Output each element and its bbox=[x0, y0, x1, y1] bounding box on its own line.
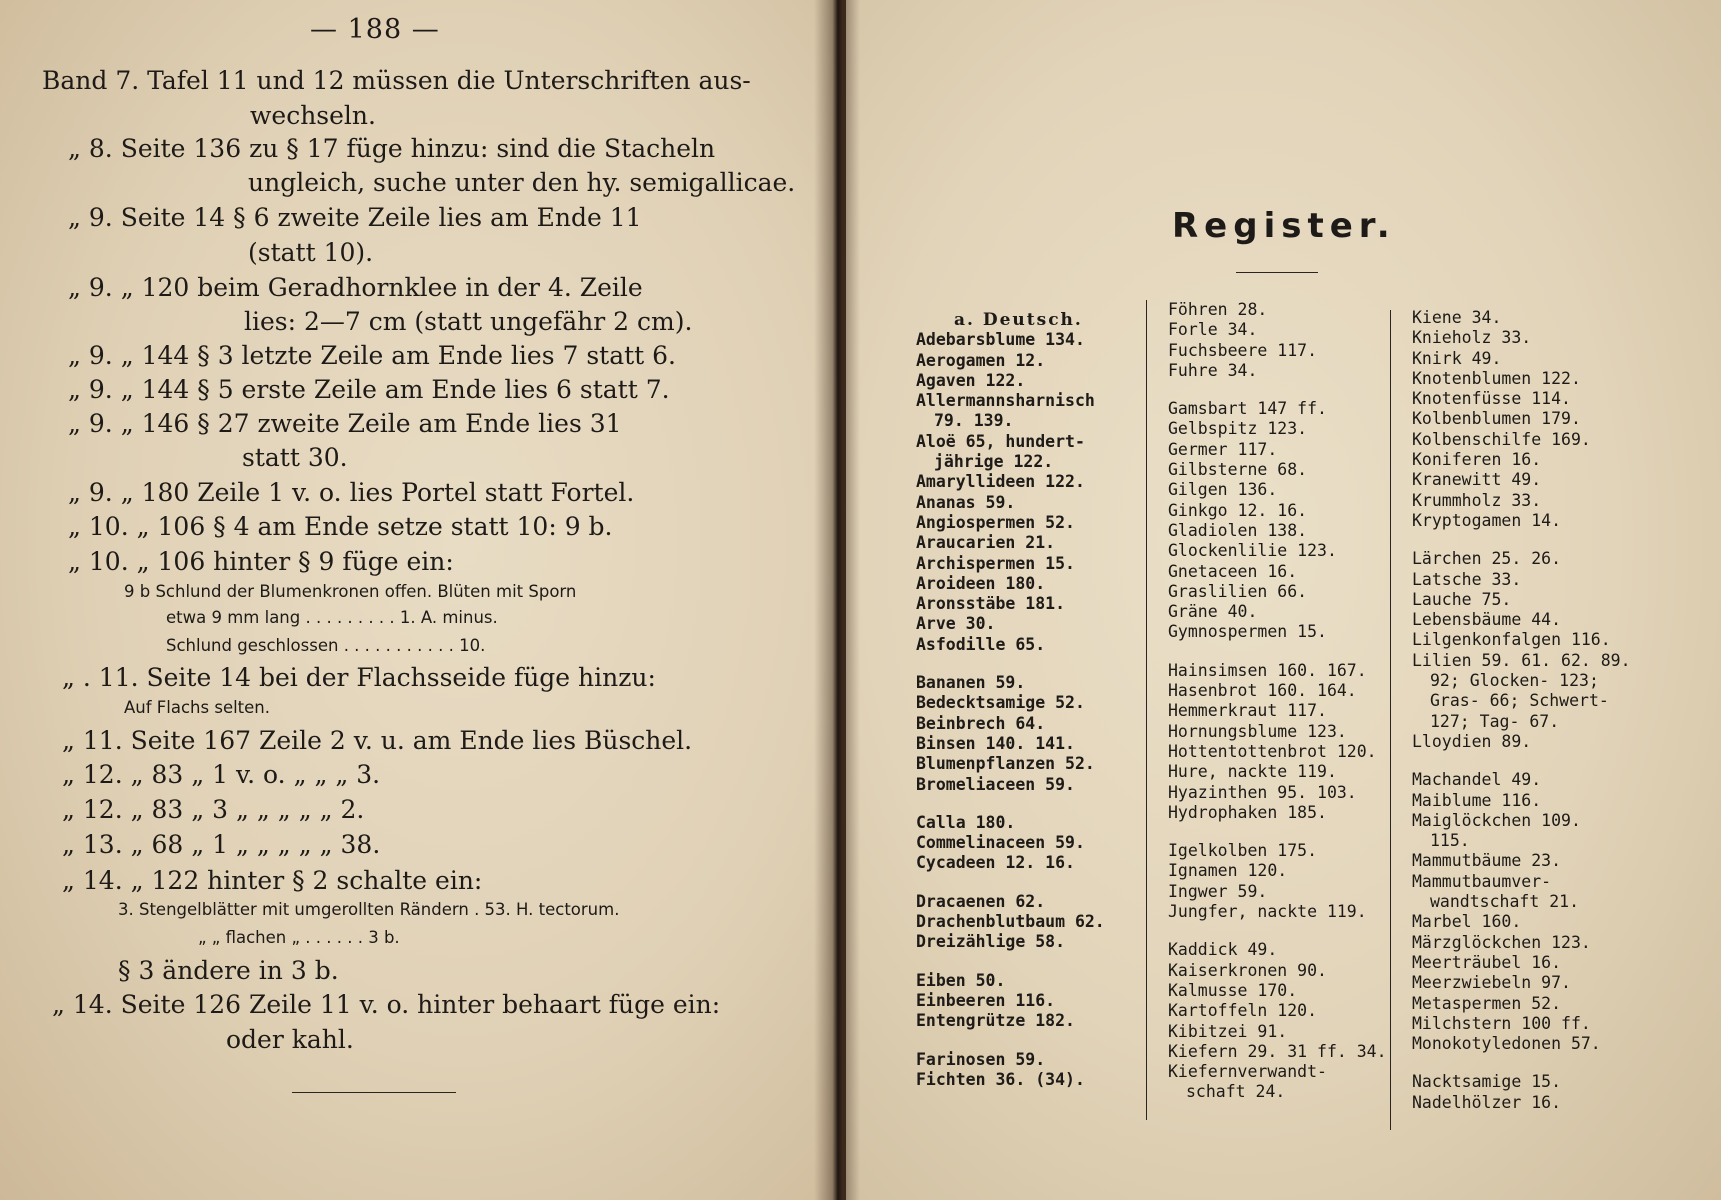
register-entry: Kartoffeln 120. bbox=[1168, 1001, 1318, 1021]
register-entry: Ginkgo 12. 16. bbox=[1168, 500, 1308, 520]
register-entry: Fuchsbeere 117. bbox=[1168, 340, 1318, 360]
register-entry: Koniferen 16. bbox=[1412, 450, 1542, 470]
register-entry: Machandel 49. bbox=[1412, 770, 1542, 790]
register-entry: Ingwer 59. bbox=[1168, 881, 1268, 901]
errata-line: „ 10. „ 106 hinter § 9 füge ein: bbox=[68, 547, 454, 576]
errata-insert-line: „ „ flachen „ . . . . . . 3 b. bbox=[198, 928, 400, 947]
end-rule bbox=[292, 1092, 456, 1093]
errata-line: oder kahl. bbox=[226, 1025, 354, 1054]
page-number: — 188 — bbox=[310, 14, 440, 45]
errata-line: ungleich, suche unter den hy. semigallicae. bbox=[248, 168, 796, 197]
register-entry: Bananen 59. bbox=[916, 673, 1026, 693]
register-entry: Aloë 65, hundert- bbox=[916, 431, 1085, 451]
errata-line: „ 8. Seite 136 zu § 17 füge hinzu: sind die Stacheln bbox=[68, 134, 716, 163]
errata-line: lies: 2—7 cm (statt ungefähr 2 cm). bbox=[244, 307, 693, 336]
register-entry: Entengrütze 182. bbox=[916, 1011, 1075, 1031]
register-entry: Bedecktsamige 52. bbox=[916, 693, 1085, 713]
register-entry: Maiblume 116. bbox=[1412, 790, 1542, 810]
register-entry: Aroideen 180. bbox=[916, 573, 1046, 593]
register-entry: Kaddick 49. bbox=[1168, 940, 1278, 960]
register-entry: Hottentottenbrot 120. bbox=[1168, 741, 1377, 761]
register-entry: Lilgenkonfalgen 116. bbox=[1412, 630, 1611, 650]
register-entry: Gymnospermen 15. bbox=[1168, 622, 1327, 642]
register-entry: Farinosen 59. bbox=[916, 1049, 1046, 1069]
register-entry: Commelinaceen 59. bbox=[916, 833, 1085, 853]
errata-line: § 3 ändere in 3 b. bbox=[118, 956, 339, 985]
register-entry: Gräne 40. bbox=[1168, 602, 1258, 622]
register-entry: Angiospermen 52. bbox=[916, 512, 1075, 532]
register-entry: Nacktsamige 15. bbox=[1412, 1072, 1562, 1092]
register-entry: Drachenblutbaum 62. bbox=[916, 912, 1105, 932]
register-entry: Gilgen 136. bbox=[1168, 480, 1278, 500]
errata-line: „ 9. „ 144 § 3 letzte Zeile am Ende lies 7 statt 6. bbox=[68, 341, 676, 370]
register-entry: Lebensbäume 44. bbox=[1412, 610, 1562, 630]
register-entry: Knirk 49. bbox=[1412, 348, 1502, 368]
register-entry: Bromeliaceen 59. bbox=[916, 774, 1075, 794]
register-title: Register. bbox=[1172, 206, 1396, 246]
register-entry: Lärchen 25. 26. bbox=[1412, 549, 1562, 569]
register-entry: Igelkolben 175. bbox=[1168, 841, 1318, 861]
register-entry: Arve 30. bbox=[916, 614, 996, 634]
register-entry: Hornungsblume 123. bbox=[1168, 721, 1347, 741]
register-entry: Maiglöckchen 109. bbox=[1412, 810, 1581, 830]
register-entry: Einbeeren 116. bbox=[916, 990, 1056, 1010]
errata-line: „ 9. „ 120 beim Geradhornklee in der 4. Zeile bbox=[68, 273, 643, 302]
column-rule bbox=[1146, 300, 1147, 1120]
register-entry: Monokotyledonen 57. bbox=[1412, 1034, 1601, 1054]
register-entry: Glockenlilie 123. bbox=[1168, 541, 1337, 561]
register-entry: Lloydien 89. bbox=[1412, 731, 1532, 751]
errata-insert-line: 3. Stengelblätter mit umgerollten Rändern . 53. H. tectorum. bbox=[118, 900, 620, 919]
register-column-2 bbox=[1168, 300, 1387, 1103]
register-entry: Hemmerkraut 117. bbox=[1168, 701, 1327, 721]
errata-line: „ 10. „ 106 § 4 am Ende setze statt 10: 9 b. bbox=[68, 512, 613, 541]
errata-line: Band 7. Tafel 11 und 12 müssen die Unterschriften aus- bbox=[42, 66, 751, 95]
register-column-3 bbox=[1412, 308, 1631, 1113]
register-entry: Cycadeen 12. 16. bbox=[916, 853, 1075, 873]
register-entry: Amaryllideen 122. bbox=[916, 472, 1085, 492]
errata-insert-line: Auf Flachs selten. bbox=[124, 698, 271, 717]
errata-insert-line: etwa 9 mm lang . . . . . . . . . 1. A. minus. bbox=[166, 608, 498, 627]
register-entry: Blumenpflanzen 52. bbox=[916, 754, 1095, 774]
register-entry: schaft 24. bbox=[1186, 1082, 1286, 1102]
register-entry: Adebarsblume 134. bbox=[916, 330, 1085, 350]
errata-line: „ 9. „ 144 § 5 erste Zeile am Ende lies 6 statt 7. bbox=[68, 375, 670, 404]
register-entry: Aronsstäbe 181. bbox=[916, 594, 1066, 614]
errata-line: „ . 11. Seite 14 bei der Flachsseide füge hinzu: bbox=[62, 663, 656, 692]
register-entry: Germer 117. bbox=[1168, 439, 1278, 459]
register-column-1 bbox=[916, 310, 1105, 1090]
errata-line: statt 30. bbox=[242, 443, 348, 472]
register-entry: Araucarien 21. bbox=[916, 533, 1056, 553]
register-entry: Kranewitt 49. bbox=[1412, 470, 1542, 490]
errata-insert-line: 9 b Schlund der Blumenkronen offen. Blüten mit Sporn bbox=[124, 582, 577, 601]
title-rule bbox=[1236, 272, 1318, 273]
register-entry: Kiefern 29. 31 ff. 34. bbox=[1168, 1041, 1387, 1061]
register-entry: 127; Tag- 67. bbox=[1430, 711, 1560, 731]
register-entry: Fuhre 34. bbox=[1168, 360, 1258, 380]
register-entry: Nadelhölzer 16. bbox=[1412, 1092, 1562, 1112]
register-entry: Meerträubel 16. bbox=[1412, 952, 1562, 972]
register-entry: Beinbrech 64. bbox=[916, 713, 1046, 733]
errata-line: „ 12. „ 83 „ 3 „ „ „ „ „ 2. bbox=[62, 795, 365, 824]
register-entry: Krummholz 33. bbox=[1412, 490, 1542, 510]
column-rule bbox=[1390, 310, 1391, 1130]
errata-line: wechseln. bbox=[250, 101, 376, 130]
register-entry: Gladiolen 138. bbox=[1168, 520, 1308, 540]
register-entry: Aerogamen 12. bbox=[916, 350, 1046, 370]
register-entry: Latsche 33. bbox=[1412, 569, 1522, 589]
register-entry: Kibitzei 91. bbox=[1168, 1021, 1288, 1041]
register-entry: Mammutbaumver- bbox=[1412, 871, 1552, 891]
register-entry: Asfodille 65. bbox=[916, 634, 1046, 654]
errata-line: „ 12. „ 83 „ 1 v. o. „ „ „ 3. bbox=[62, 760, 381, 789]
register-entry: 79. 139. bbox=[934, 411, 1014, 431]
register-entry: Gelbspitz 123. bbox=[1168, 419, 1308, 439]
register-entry: Kolbenblumen 179. bbox=[1412, 409, 1581, 429]
errata-line: „ 14. Seite 126 Zeile 11 v. o. hinter behaart füge ein: bbox=[52, 990, 721, 1019]
register-entry: Knotenblumen 122. bbox=[1412, 368, 1581, 388]
register-entry: 92; Glocken- 123; bbox=[1430, 671, 1599, 691]
register-section-heading: a. Deutsch. bbox=[954, 310, 1083, 330]
register-entry: Jungfer, nackte 119. bbox=[1168, 902, 1367, 922]
register-entry: Dreizählige 58. bbox=[916, 932, 1066, 952]
errata-line: „ 14. „ 122 hinter § 2 schalte ein: bbox=[62, 866, 483, 895]
register-entry: Mammutbäume 23. bbox=[1412, 851, 1562, 871]
register-entry: Metaspermen 52. bbox=[1412, 993, 1562, 1013]
book-gutter bbox=[814, 0, 860, 1200]
register-entry: Lauche 75. bbox=[1412, 589, 1512, 609]
register-entry: Kaiserkronen 90. bbox=[1168, 960, 1327, 980]
register-entry: Hainsimsen 160. 167. bbox=[1168, 660, 1367, 680]
errata-line: „ 9. „ 180 Zeile 1 v. o. lies Portel statt Fortel. bbox=[68, 478, 635, 507]
register-entry: Märzglöckchen 123. bbox=[1412, 932, 1591, 952]
register-entry: Kryptogamen 14. bbox=[1412, 510, 1562, 530]
register-entry: Eiben 50. bbox=[916, 970, 1006, 990]
register-entry: Kiefernverwandt- bbox=[1168, 1062, 1327, 1082]
register-entry: Meerzwiebeln 97. bbox=[1412, 973, 1571, 993]
errata-line: „ 9. „ 146 § 27 zweite Zeile am Ende lies 31 bbox=[68, 409, 622, 438]
register-entry: Archispermen 15. bbox=[916, 553, 1075, 573]
register-entry: Föhren 28. bbox=[1168, 300, 1268, 319]
register-entry: Knotenfüsse 114. bbox=[1412, 389, 1571, 409]
register-entry: Agaven 122. bbox=[916, 370, 1026, 390]
errata-line: (statt 10). bbox=[248, 238, 374, 267]
register-entry: Fichten 36. (34). bbox=[916, 1069, 1085, 1089]
register-entry: Hure, nackte 119. bbox=[1168, 762, 1337, 782]
register-entry: 115. bbox=[1430, 831, 1470, 851]
register-entry: Calla 180. bbox=[916, 812, 1016, 832]
register-entry: Gnetaceen 16. bbox=[1168, 561, 1298, 581]
register-entry: Dracaenen 62. bbox=[916, 891, 1046, 911]
register-entry: Kolbenschilfe 169. bbox=[1412, 429, 1591, 449]
register-entry: Gamsbart 147 ff. bbox=[1168, 399, 1327, 419]
register-entry: Kiene 34. bbox=[1412, 308, 1502, 327]
errata-line: „ 9. Seite 14 § 6 zweite Zeile lies am Ende 11 bbox=[68, 203, 642, 232]
register-entry: Hydrophaken 185. bbox=[1168, 802, 1327, 822]
errata-line: „ 11. Seite 167 Zeile 2 v. u. am Ende lies Büschel. bbox=[62, 726, 693, 755]
register-entry: Allermannsharnisch bbox=[916, 391, 1095, 411]
register-entry: Kalmusse 170. bbox=[1168, 980, 1298, 1000]
register-entry: Binsen 140. 141. bbox=[916, 733, 1075, 753]
register-entry: Milchstern 100 ff. bbox=[1412, 1013, 1591, 1033]
errata-insert-line: Schlund geschlossen . . . . . . . . . . . 10. bbox=[166, 636, 486, 655]
register-entry: jährige 122. bbox=[934, 452, 1054, 472]
register-entry: Graslilien 66. bbox=[1168, 581, 1308, 601]
register-entry: wandtschaft 21. bbox=[1430, 892, 1580, 912]
register-entry: Knieholz 33. bbox=[1412, 328, 1532, 348]
register-entry: Gilbsterne 68. bbox=[1168, 460, 1308, 480]
register-entry: Ignamen 120. bbox=[1168, 861, 1288, 881]
register-entry: Hyazinthen 95. 103. bbox=[1168, 782, 1357, 802]
register-entry: Marbel 160. bbox=[1412, 912, 1522, 932]
errata-line: „ 13. „ 68 „ 1 „ „ „ „ „ 38. bbox=[62, 830, 381, 859]
register-entry: Hasenbrot 160. 164. bbox=[1168, 681, 1357, 701]
register-entry: Lilien 59. 61. 62. 89. bbox=[1412, 650, 1631, 670]
register-entry: Forle 34. bbox=[1168, 320, 1258, 340]
register-entry: Ananas 59. bbox=[916, 492, 1016, 512]
register-entry: Gras- 66; Schwert- bbox=[1430, 691, 1609, 711]
